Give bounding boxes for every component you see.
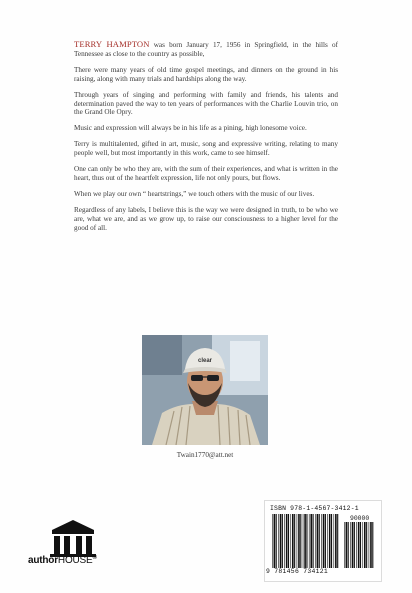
price-addon-barcode-icon [344,522,374,568]
publisher-name [28,555,97,566]
author-email: Twain1770@att.net [176,451,234,459]
bio-paragraph-1-text: was born January 17, 1956 in Springfield, in the hills of Tennessee as close to the country as possible, [74,41,338,58]
isbn-barcode-icon [272,514,340,568]
publisher-name-bold: author [28,555,58,566]
author-portrait-image [142,335,268,445]
bio-paragraph-3: Through years of singing and performing with family and friends, his talents and determination paved the way to ten years of performances with the Charlie Louvin trio, on the Grand Ole Opry. [74,90,338,117]
bio-paragraph-4: Music and expression will always be in his life as a pining, high lonesome voice. [74,124,307,133]
isbn-number: ISBN 978-1-4567-3412-1 [270,505,359,512]
bio-paragraph-2: There were many years of old time gospel meetings, and dinners on the ground in his raising, along with many trials and hardships along the way. [74,65,338,83]
author-photo [142,335,268,445]
barcode-digits: 9 781456 734121 [266,568,329,575]
bio-paragraph-7: When we play our own “ heartstrings,” we touch others with the music of our lives. [74,189,315,198]
cap-logo-text: clear [197,358,213,364]
author-bio [74,40,338,240]
publisher-name-thin: HOUSE [57,555,93,566]
bio-paragraph-1 [74,40,338,59]
price-code: 90000 [350,515,370,522]
bio-paragraph-5: Terry is multitalented, gifted in art, music, song and expressive writing, relating to many people well, but most importantly in this work, came to see himself. [74,140,338,158]
bio-paragraph-6: One can only be who they are, with the sum of their experiences, and what is written in the heart, thus out of the heartfelt expression, life not only pours, but flows. [74,165,338,182]
bio-paragraph-8: Regardless of any labels, I believe this is the way we were designed in truth, to be who we are, what we are, and as we grow up, to raise our consciousness to a higher level for the good of all. [74,205,338,232]
author-name: TERRY HAMPTON [74,39,150,49]
registered-mark: ® [92,555,97,561]
